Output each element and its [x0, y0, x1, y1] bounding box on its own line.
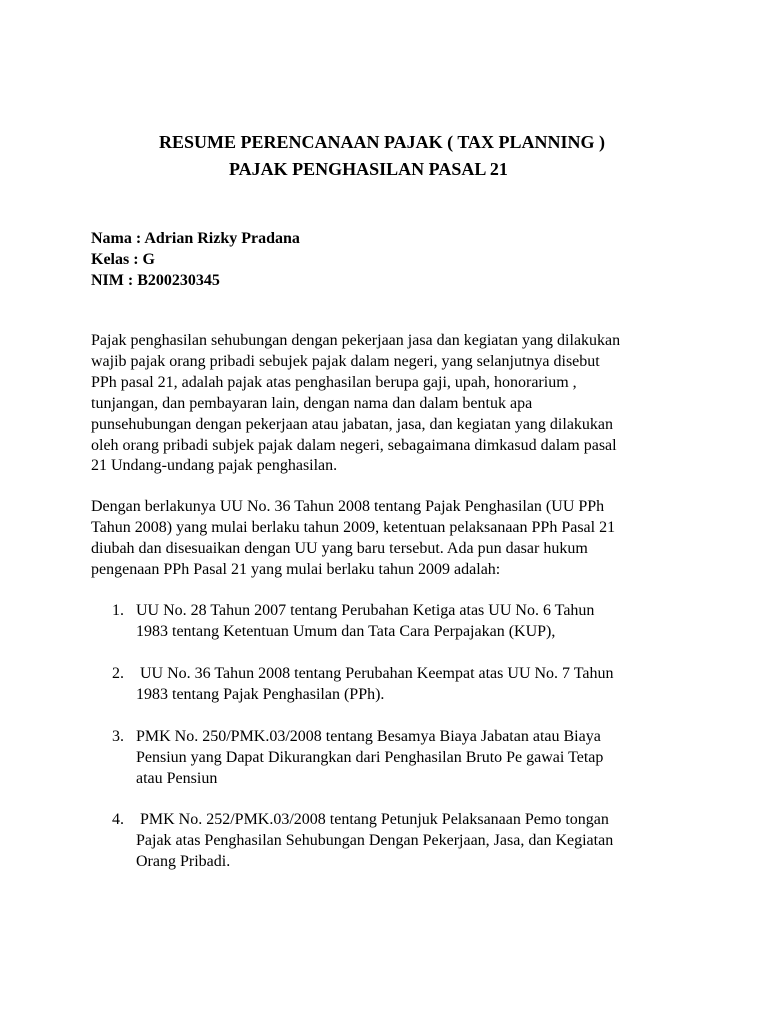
paragraph-line: pengenaan PPh Pasal 21 yang mulai berlaku tahun 2009 adalah:	[91, 560, 501, 578]
paragraph-line: Dengan berlakunya UU No. 36 Tahun 2008 tentang Pajak Penghasilan (UU PPh	[91, 498, 605, 515]
list-line: 1983 tentang Ketentuan Umum dan Tata Cara Perpajakan (KUP),	[136, 622, 556, 640]
class-line: Kelas : G	[91, 251, 155, 268]
document-subtitle: PAJAK PENGHASILAN PASAL 21	[229, 159, 508, 179]
list-number: 2.	[112, 665, 124, 682]
list-item-text	[136, 601, 594, 643]
list-line: 1983 tentang Pajak Penghasilan (PPh).	[136, 685, 385, 703]
paragraph-line: punsehubungan dengan pekerjaan atau jabatan, jasa, dan kegiatan yang dilakukan	[91, 415, 614, 433]
list-line: Orang Pribadi.	[136, 852, 231, 870]
student-id-line: NIM : B200230345	[91, 272, 220, 289]
paragraph-line: tunjangan, dan pembayaran lain, dengan nama dan dalam bentuk apa	[91, 394, 533, 412]
list-line: UU No. 36 Tahun 2008 tentang Perubahan Keempat atas UU No. 7 Tahun	[136, 665, 614, 682]
document-title: RESUME PERENCANAAN PAJAK ( TAX PLANNING )	[159, 132, 606, 152]
list-line: PMK No. 252/PMK.03/2008 tentang Petunjuk Pelaksanaan Pemo tongan	[136, 811, 609, 828]
paragraph-legal-basis	[91, 497, 691, 581]
list-number: 1.	[112, 602, 124, 619]
list-item-text	[136, 664, 614, 706]
list-number: 4.	[112, 811, 124, 828]
paragraph-line: Tahun 2008) yang mulai berlaku tahun 2009, ketentuan pelaksanaan PPh Pasal 21	[91, 518, 616, 536]
list-item-text	[136, 810, 613, 873]
paragraph-line: Pajak penghasilan sehubungan dengan pekerjaan jasa dan kegiatan yang dilakukan	[91, 332, 621, 349]
list-line: Pajak atas Penghasilan Sehubungan Dengan Pekerjaan, Jasa, dan Kegiatan	[136, 831, 614, 849]
list-line: UU No. 28 Tahun 2007 tentang Perubahan Ketiga atas UU No. 6 Tahun	[136, 602, 595, 619]
list-line: Pensiun yang Dapat Dikurangkan dari Penghasilan Bruto Pe gawai Tetap	[136, 748, 604, 766]
paragraph-line: 21 Undang-undang pajak penghasilan.	[91, 457, 338, 475]
paragraph-line: oleh orang pribadi subjek pajak dalam negeri, sebagaimana dimkasud dalam pasal	[91, 436, 617, 454]
paragraph-line: diubah dan disesuaikan dengan UU yang baru tersebut. Ada pun dasar hukum	[91, 539, 588, 557]
identity-block	[91, 228, 300, 291]
paragraph-line: wajib pajak orang pribadi sebujek pajak dalam negeri, yang selanjutnya disebut	[91, 352, 600, 370]
paragraph-line: PPh pasal 21, adalah pajak atas penghasilan berupa gaji, upah, honorarium ,	[91, 373, 577, 391]
list-number: 3.	[112, 728, 124, 745]
name-line: Nama : Adrian Rizky Pradana	[91, 230, 300, 247]
list-item-text	[136, 727, 603, 790]
paragraph-intro	[91, 331, 691, 477]
list-line: atau Pensiun	[136, 769, 218, 787]
list-line: PMK No. 250/PMK.03/2008 tentang Besamya Biaya Jabatan atau Biaya	[136, 728, 601, 745]
